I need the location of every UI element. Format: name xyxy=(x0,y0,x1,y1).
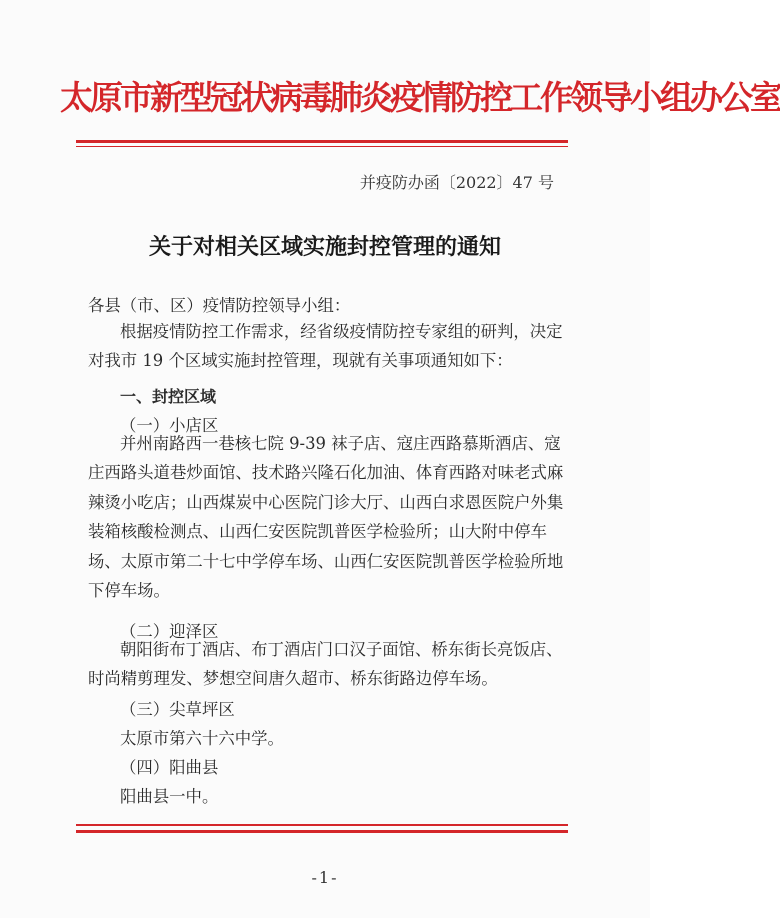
page-number: -1- xyxy=(311,868,339,887)
header-red-rule-thick xyxy=(76,140,568,143)
district-heading-yingze: （二）迎泽区 xyxy=(120,622,219,641)
district-locations-yangqu: 阳曲县一中。 xyxy=(120,787,219,806)
district-heading-jiancaoping: （三）尖草坪区 xyxy=(120,700,235,719)
footer-red-rule-thin xyxy=(76,824,568,826)
intro-paragraph: 根据疫情防控工作需求，经省级疫情防控专家组的研判，决定对我市 19 个区域实施封控管理，现就有关事项通知如下： xyxy=(88,322,563,371)
district-locations-yingze: 朝阳街布丁酒店、布丁酒店门口汉子面馆、桥东街长亮饭店、时尚精剪理发、梦想空间唐久超市、桥东街路边停车场。 xyxy=(88,640,563,689)
organization-header: 太原市新型冠状病毒肺炎疫情防控工作领导小组办公室 xyxy=(60,78,780,117)
document-title: 关于对相关区域实施封控管理的通知 xyxy=(148,234,501,260)
district-locations-xiaodian: 并州南路西一巷核七院 9-39 袜子店、寇庄西路慕斯酒店、寇庄西路头道巷炒面馆、技术路兴隆石化加油、体育西路对味老式麻辣烫小吃店；山西煤炭中心医院门诊大厅、山西白求恩医院户外集装箱核酸检测点、山西仁安医院凯普医学检验所；山大附中停车场、太原市第二十七中学停车场、山西仁安医院凯普医学检验所地下停车场。 xyxy=(88,434,564,601)
footer-red-rule-thick xyxy=(76,830,568,833)
header-red-rule-thin xyxy=(76,146,568,147)
district-heading-yangqu: （四）阳曲县 xyxy=(120,758,219,777)
document-number: 并疫防办函〔2022〕47 号 xyxy=(359,173,554,192)
district-locations-jiancaoping: 太原市第六十六中学。 xyxy=(120,729,284,748)
section-heading-control-areas: 一、封控区域 xyxy=(120,387,217,406)
district-heading-xiaodian: （一）小店区 xyxy=(120,416,219,435)
salutation: 各县（市、区）疫情防控领导小组： xyxy=(88,296,351,315)
